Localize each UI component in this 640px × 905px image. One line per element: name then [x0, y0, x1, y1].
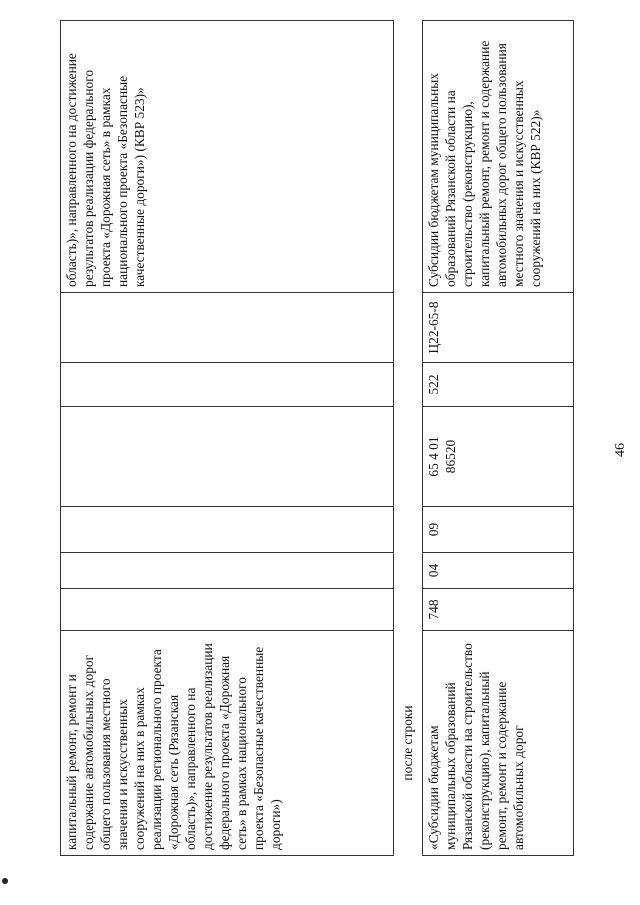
cell-expense-type: 522 [422, 362, 574, 406]
target-article-line-2: 86520 [443, 439, 458, 474]
budget-table [60, 20, 574, 856]
cell-name: «Субсидии бюджетам муниципальных образований Рязанской области на строительство (реконструкцию), капитальный ремонт, ремонт и содержание автомобильных дорог [422, 630, 574, 856]
cell-ministry [60, 588, 394, 630]
cell-description: область)», направленного на достижение результатов реализации федерального проекта «Дорожная сеть» в рамках национального проекта «Безопасные качественные дороги») (КВР 523)» [60, 20, 394, 292]
cell-section: 04 [422, 552, 574, 588]
cell-code: Ц22-65-8 [422, 292, 574, 362]
cell-expense-type [60, 362, 394, 406]
table-row-top [60, 20, 394, 856]
cell-code [60, 292, 394, 362]
cell-name: капитальный ремонт, ремонт и содержание автомобильных дорог общего пользования местного значения и искусственных сооружений на них в рамках реализации регионального проекта «Дорожная сеть (Рязанская область)», направленного на достижение результатов реализации федерального проекта «Дорожная сеть» в рамках национального проекта «Безопасные качественные дороги») [60, 630, 394, 856]
cell-section [60, 552, 394, 588]
cell-subsection: 09 [422, 506, 574, 552]
table-row-bottom [422, 20, 574, 856]
cell-ministry: 748 [422, 588, 574, 630]
target-article-line-1: 65 4 01 [426, 436, 441, 477]
budget-table-area [60, 20, 574, 856]
separator-text: после строки [400, 705, 415, 781]
cell-target-article [422, 406, 574, 506]
cell-target-article [60, 406, 394, 506]
page-number: 46 [613, 443, 628, 457]
scan-dot-mark [2, 878, 8, 884]
cell-subsection [60, 506, 394, 552]
cell-description: Субсидии бюджетам муниципальных образований Рязанской области на строительство (реконструкцию), капитальный ремонт, ремонт и содержание автомобильных дорог общего пользования местного значения и искусственных сооружений на них (КВР 522)» [422, 20, 574, 292]
